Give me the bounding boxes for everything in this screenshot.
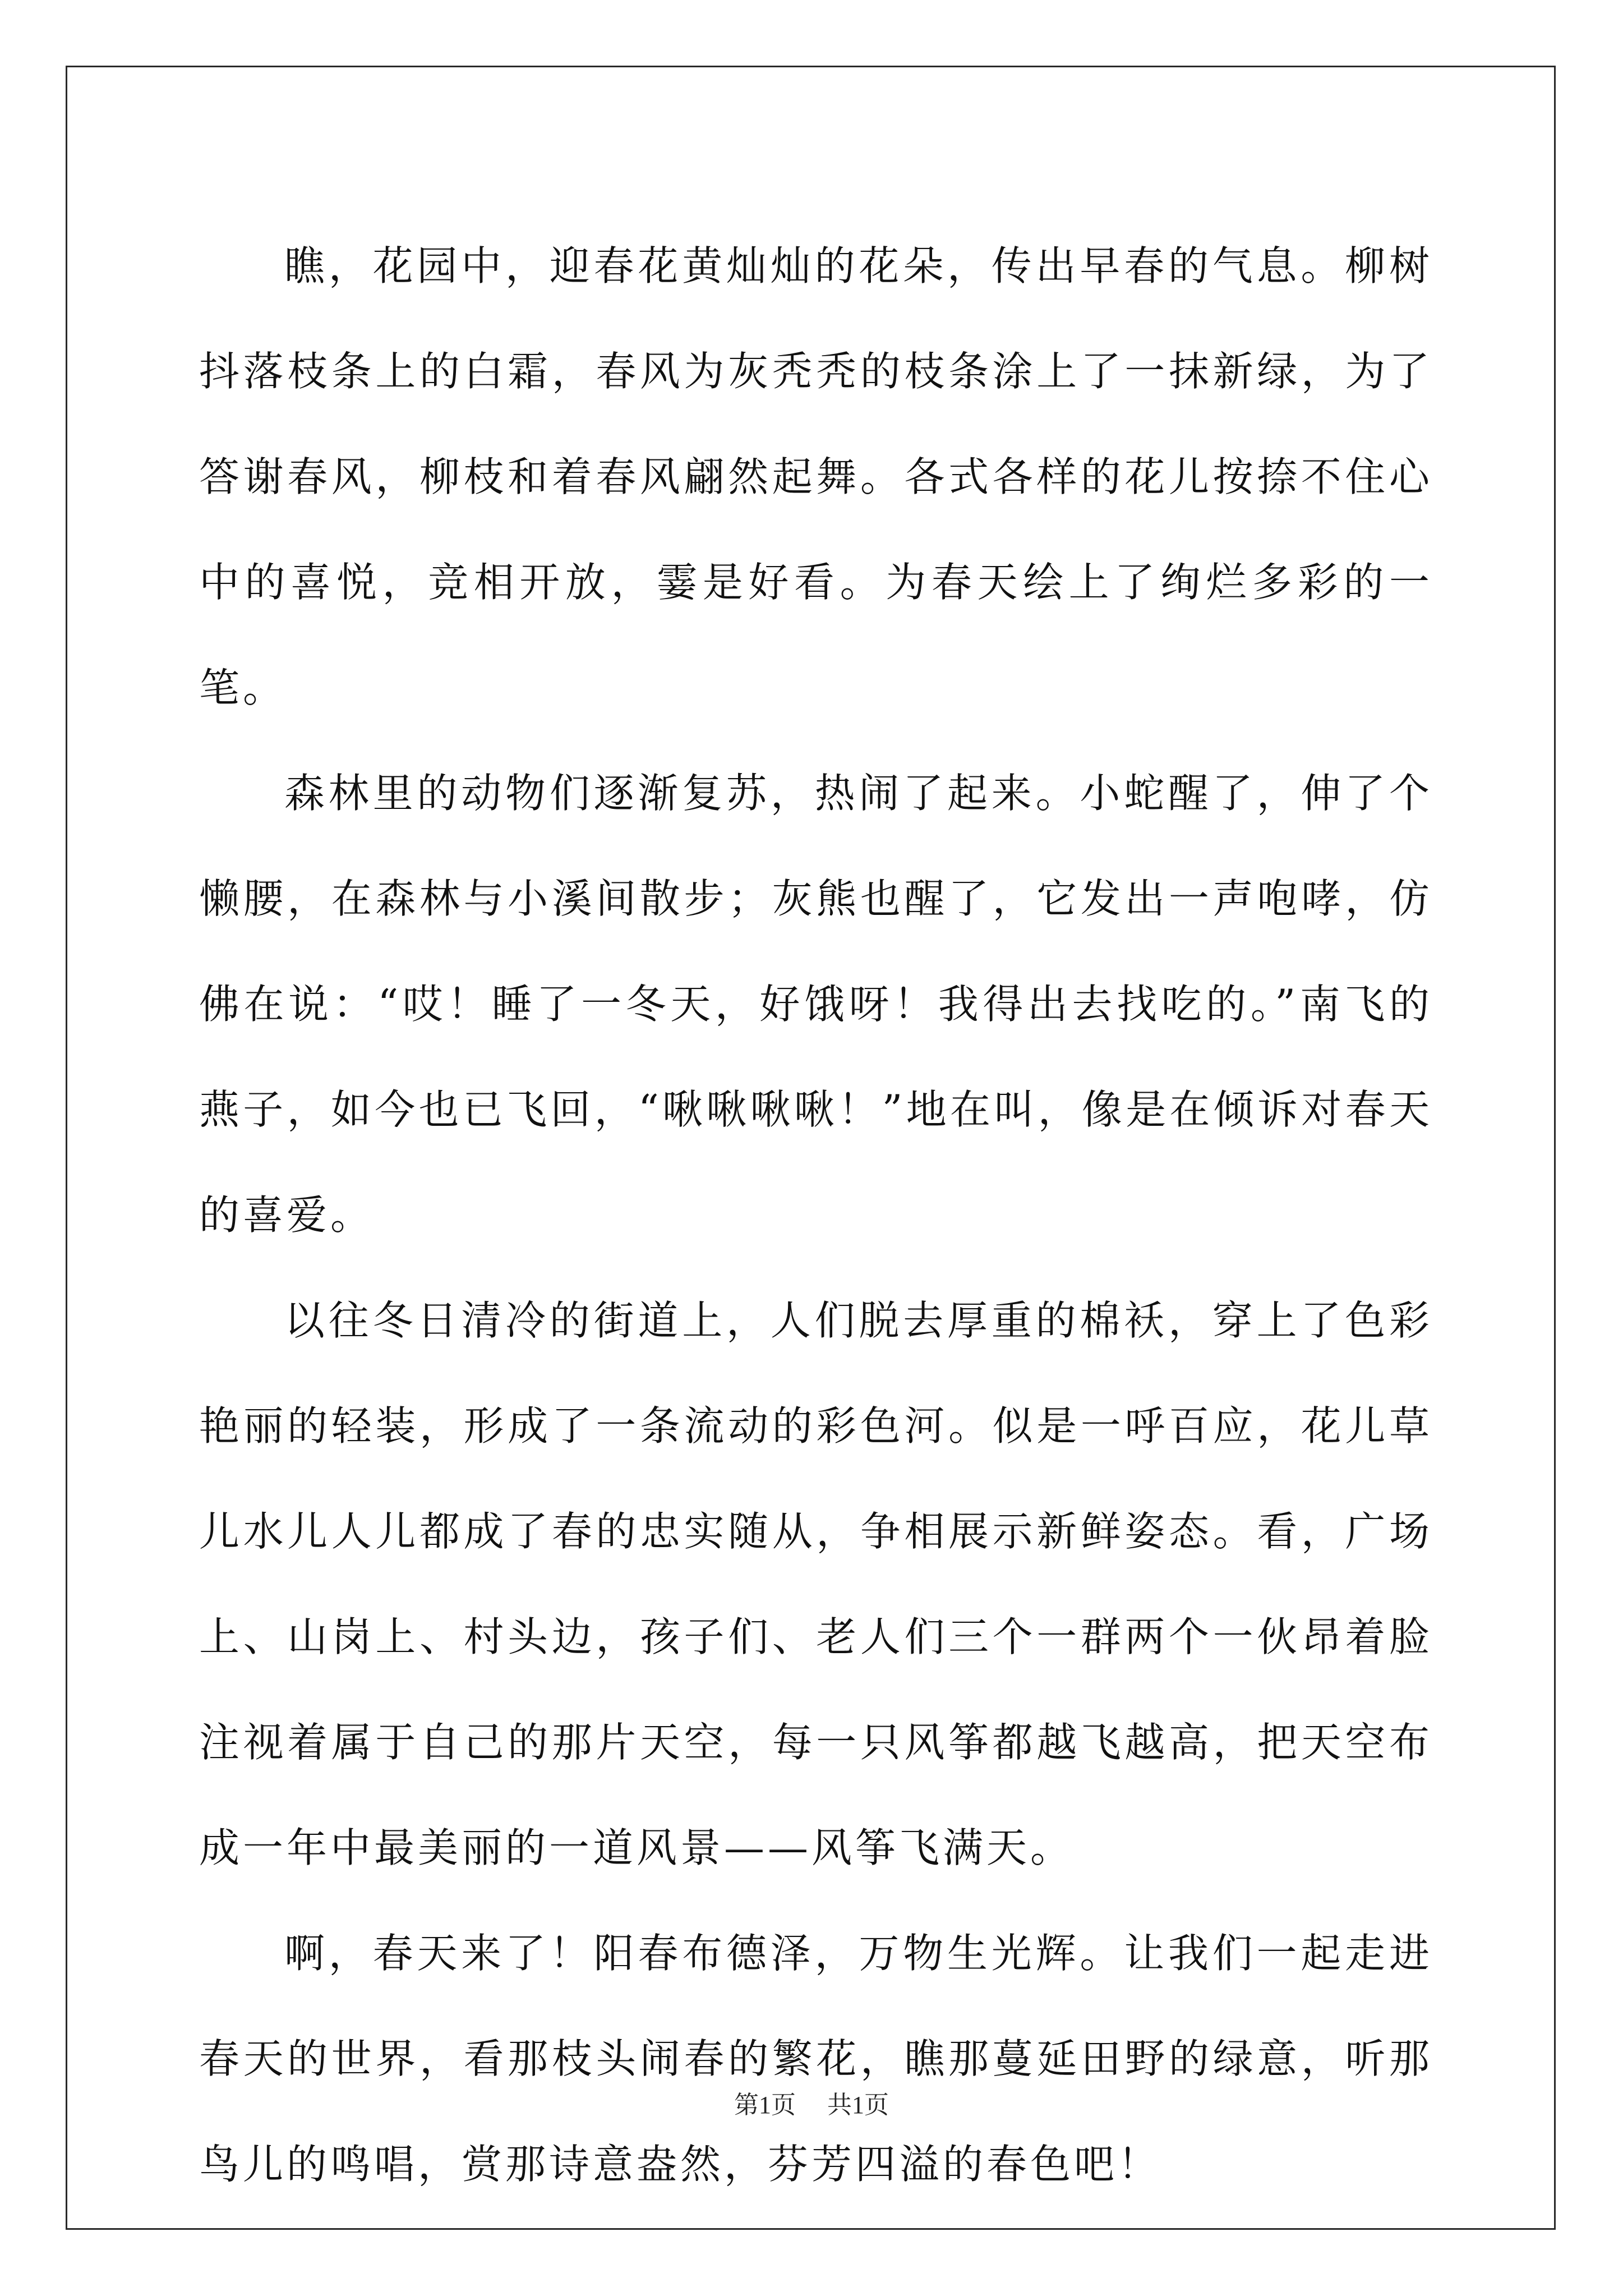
- paragraph-1: 瞧，花园中，迎春花黄灿灿的花朵，传出早春的气息。柳树抖落枝条上的白霜，春风为灰秃秃的枝条涂上了一抹新绿，为了答谢春风，柳枝和着春风翩然起舞。各式各样的花儿按捺不住心中的喜悦，竞相开放，霎是好看。为春天绘上了绚烂多彩的一笔。: [199, 242, 1433, 711]
- paragraph-2: 森林里的动物们逐渐复苏，热闹了起来。小蛇醒了，伸了个懒腰，在森林与小溪间散步；灰熊也醒了，它发出一声咆哮，仿佛在说：“哎！睡了一冬天，好饿呀！我得出去找吃的。”南飞的燕子，如今也已飞回，“啾啾啾啾！”地在叫，像是在倾诉对春天的喜爱。: [199, 770, 1433, 1239]
- page-total: 共1页: [827, 2091, 889, 2119]
- paragraph-3: 以往冬日清冷的街道上，人们脱去厚重的棉袄，穿上了色彩艳丽的轻装，形成了一条流动的彩色河。似是一呼百应，花儿草儿水儿人儿都成了春的忠实随从，争相展示新鲜姿态。看，广场上、山岗上、村头边，孩子们、老人们三个一群两个一伙昂着脸注视着属于自己的那片天空，每一只风筝都越飞越高，把天空布成一年中最美丽的一道风景——风筝飞满天。: [199, 1297, 1433, 1871]
- page-footer: [0, 2085, 1623, 2120]
- page-number: 第1页: [734, 2091, 796, 2119]
- paragraph-4: 啊，春天来了！阳春布德泽，万物生光辉。让我们一起走进春天的世界，看那枝头闹春的繁花，瞧那蔓延田野的绿意，听那鸟儿的鸣唱，赏那诗意盎然，芬芳四溢的春色吧！: [199, 1930, 1433, 2188]
- document-body: [199, 213, 1433, 2217]
